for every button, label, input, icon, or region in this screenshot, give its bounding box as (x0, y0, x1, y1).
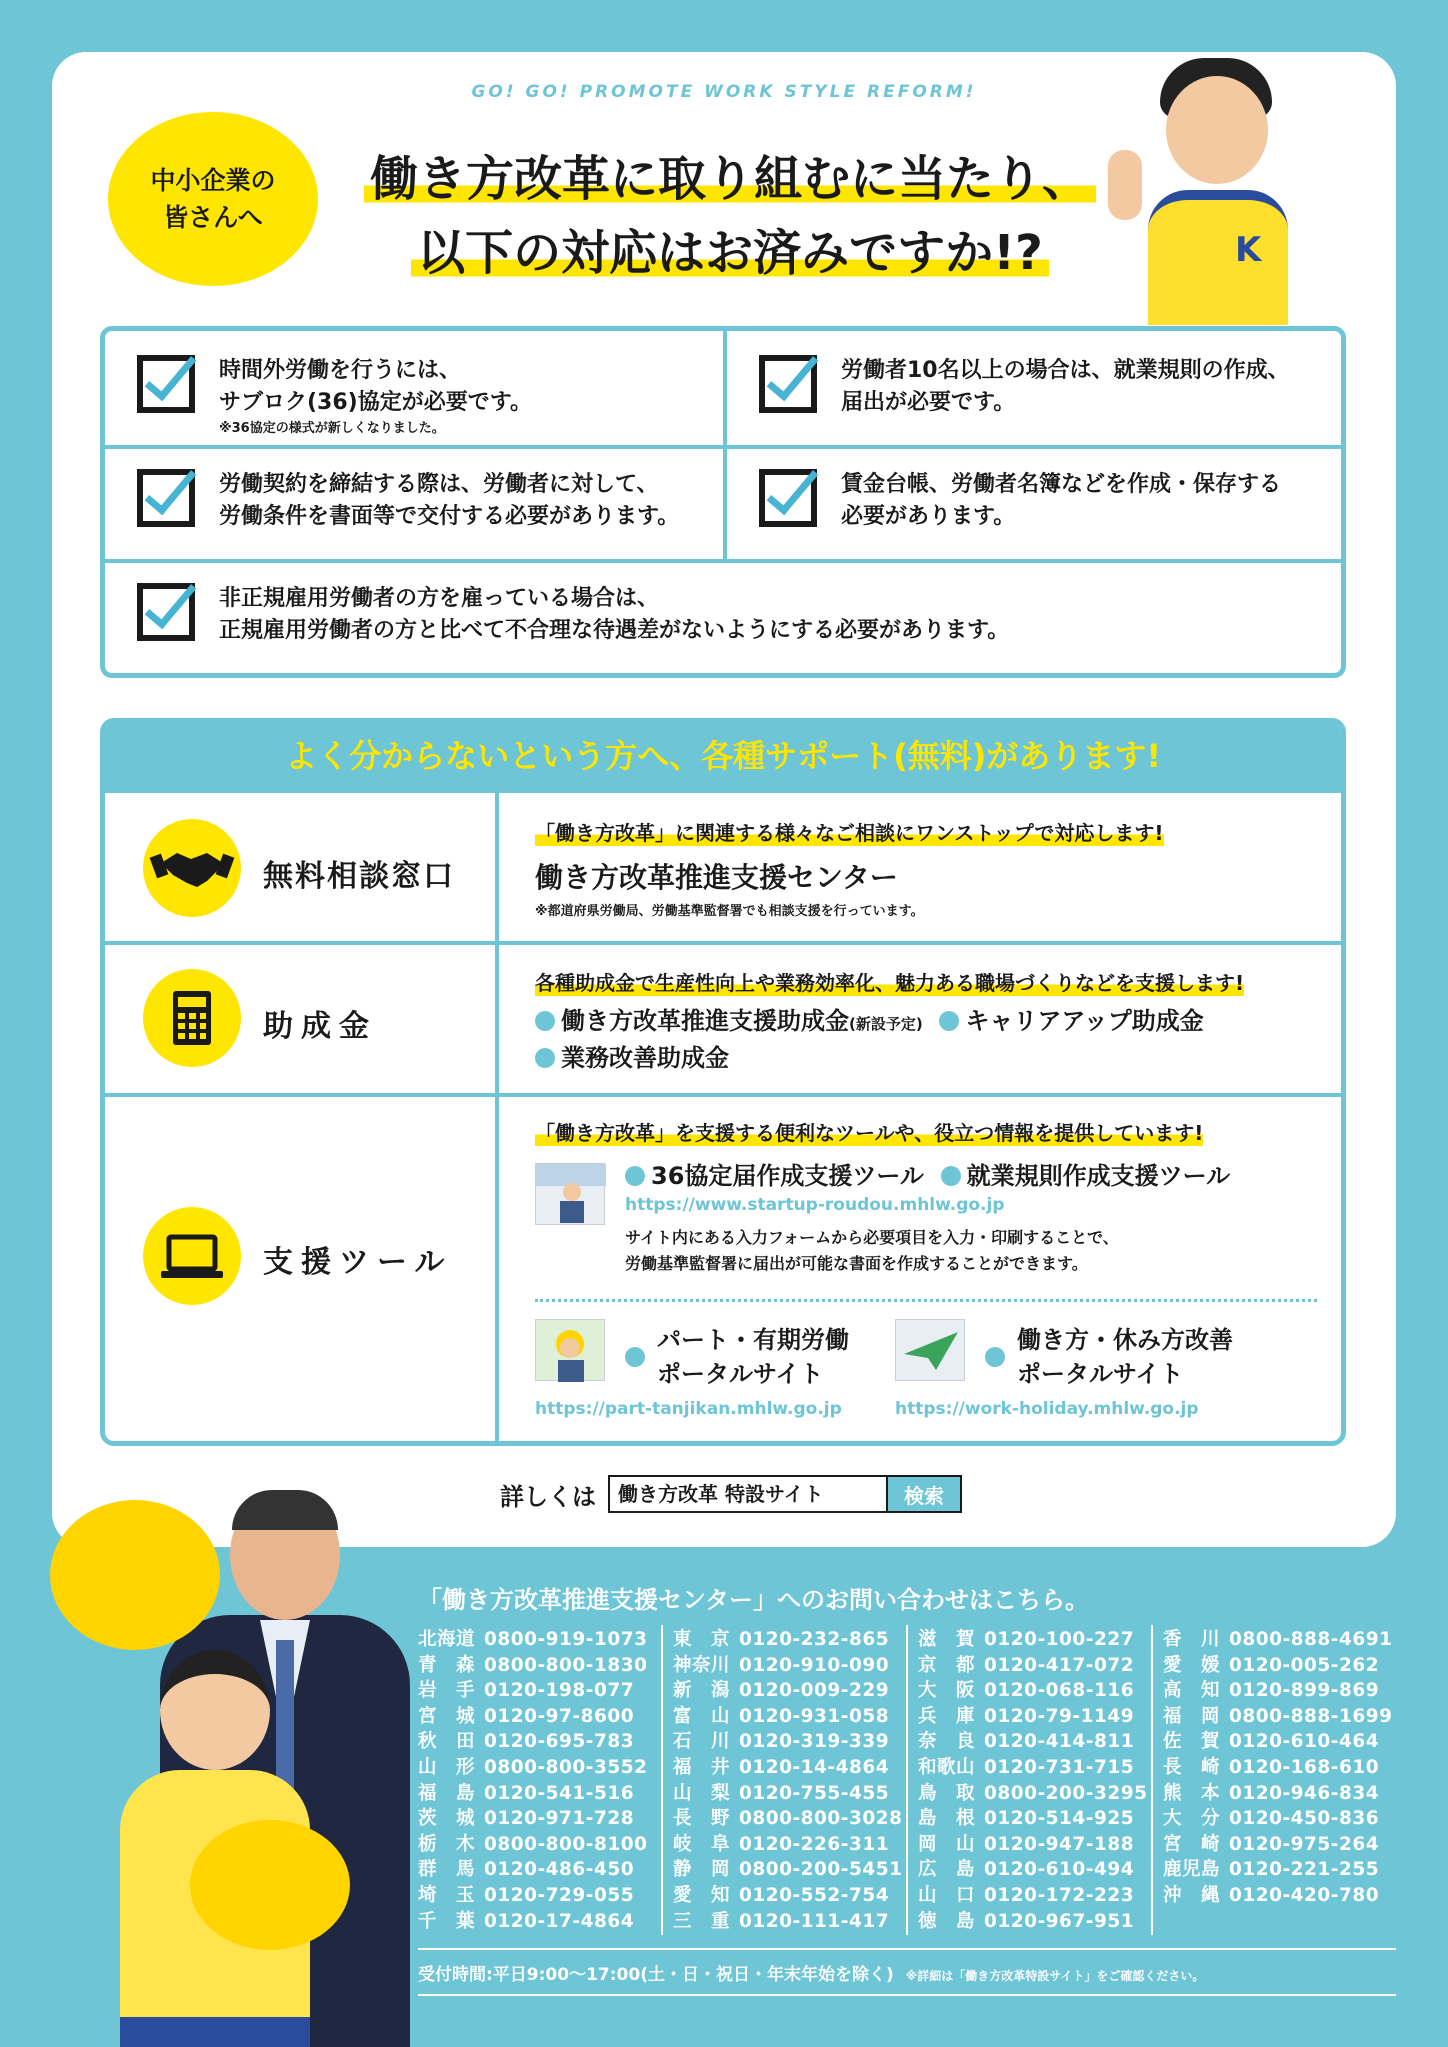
prefecture-name: 静 岡 (673, 1859, 731, 1881)
phone-number: 0120-009-229 (739, 1680, 890, 1702)
prefecture-name: 兵 庫 (918, 1705, 976, 1727)
phone-row (418, 1804, 661, 1830)
phone-number: 0120-946-834 (1229, 1782, 1380, 1804)
checklist-item: 労働契約を締結する際は、労働者に対して、 労働条件を書面等で交付する必要があります。 (137, 469, 679, 533)
phone-row (1163, 1804, 1398, 1830)
phone-row (673, 1855, 906, 1881)
prefecture-name: 埼 玉 (418, 1884, 476, 1906)
search-input[interactable]: 働き方改革 特設サイト (608, 1475, 888, 1513)
prefecture-name: 和歌山 (918, 1756, 976, 1778)
phone-row (918, 1804, 1151, 1830)
grant-item-3: 業務改善助成金 (561, 1044, 729, 1072)
phone-table (418, 1625, 1400, 1935)
grant-lead: 各種助成金で生産性向上や業務効率化、魅力ある職場づくりなどを支援します! (535, 967, 1244, 996)
phone-row (418, 1779, 661, 1805)
phone-row (918, 1881, 1151, 1907)
phone-row (673, 1727, 906, 1753)
phone-row (1163, 1676, 1398, 1702)
bullet-icon (625, 1166, 645, 1186)
grant-item-1-note: (新設予定) (849, 1015, 923, 1033)
prefecture-name: 沖 縄 (1163, 1884, 1221, 1906)
prefecture-name: 福 岡 (1163, 1705, 1221, 1727)
tools-row (105, 1093, 1341, 1446)
cheerleader-photo (50, 1500, 360, 2047)
prefecture-name: 栃 木 (418, 1833, 476, 1855)
tool-rules: 就業規則作成支援ツール (966, 1162, 1231, 1190)
phone-row (673, 1753, 906, 1779)
phone-row (673, 1651, 906, 1677)
phone-row (1163, 1651, 1398, 1677)
phone-number: 0120-79-1149 (984, 1705, 1135, 1727)
phone-number: 0120-111-417 (739, 1910, 890, 1932)
grant-item-1: 働き方改革推進支援助成金 (561, 1007, 849, 1035)
prefecture-name: 北海道 (418, 1629, 476, 1650)
phone-row (418, 1881, 661, 1907)
phone-row (673, 1830, 906, 1856)
headline-line-1: 働き方改革に取り組むに当たり、 (364, 151, 1096, 207)
phone-number: 0800-888-4691 (1229, 1629, 1393, 1650)
phone-number: 0120-168-610 (1229, 1756, 1380, 1778)
phone-number: 0800-888-1699 (1229, 1705, 1393, 1727)
phone-number: 0120-005-262 (1229, 1654, 1380, 1676)
contact-title: 「働き方改革推進支援センター」へのお問い合わせはこちら。 (418, 1586, 1090, 1614)
support-panel (100, 718, 1346, 1446)
prefecture-name: 三 重 (673, 1910, 731, 1932)
phone-column (663, 1625, 908, 1935)
checklist-item: 賃金台帳、労働者名簿などを作成・保存する 必要があります。 (759, 469, 1281, 533)
prefecture-name: 福 井 (673, 1756, 731, 1778)
bullet-icon (535, 1048, 555, 1068)
divider (418, 1948, 1396, 1950)
phone-row (418, 1702, 661, 1728)
phone-number: 0120-232-865 (739, 1629, 890, 1650)
portal1-url-link[interactable]: https://part-tanjikan.mhlw.go.jp (535, 1399, 842, 1419)
tools-label: 支援ツール (263, 1245, 453, 1280)
phone-number: 0120-755-455 (739, 1782, 890, 1804)
prefecture-name: 群 馬 (418, 1859, 476, 1881)
phone-row (1163, 1830, 1398, 1856)
search-label: 詳しくは (500, 1482, 596, 1511)
phone-number: 0120-899-869 (1229, 1680, 1380, 1702)
grant-item-2: キャリアアップ助成金 (965, 1007, 1204, 1035)
bullet-icon (985, 1347, 1005, 1367)
portal2-line-2: ポータルサイト (1017, 1360, 1184, 1388)
phone-number: 0120-729-055 (484, 1884, 635, 1906)
phone-number: 0120-172-223 (984, 1884, 1135, 1906)
phone-number: 0800-800-3552 (484, 1756, 648, 1778)
phone-row (418, 1651, 661, 1677)
prefecture-name: 岩 手 (418, 1680, 476, 1702)
phone-number: 0120-541-516 (484, 1782, 635, 1804)
tool-url-link[interactable]: https://www.startup-roudou.mhlw.go.jp (625, 1195, 1005, 1215)
phone-column (908, 1625, 1153, 1935)
portal1-line-2: ポータルサイト (657, 1360, 824, 1388)
prefecture-name: 千 葉 (418, 1910, 476, 1932)
phone-row (418, 1727, 661, 1753)
phone-number: 0120-17-4864 (484, 1910, 635, 1932)
phone-number: 0120-910-090 (739, 1654, 890, 1676)
grant-label: 助成金 (263, 1009, 377, 1044)
prefecture-name: 青 森 (418, 1654, 476, 1676)
center-name: 働き方改革推進支援センター (535, 861, 898, 894)
phone-row (418, 1625, 661, 1651)
phone-number: 0120-514-925 (984, 1808, 1135, 1830)
checkbox-icon (137, 469, 195, 527)
divider (418, 1994, 1396, 1996)
audience-line-1: 中小企業の (150, 166, 276, 195)
phone-row (918, 1651, 1151, 1677)
headline (330, 142, 1130, 290)
phone-number: 0800-800-3028 (739, 1808, 903, 1830)
prefecture-name: 神奈川 (673, 1654, 731, 1676)
prefecture-name: 愛 知 (673, 1884, 731, 1906)
phone-number: 0120-97-8600 (484, 1705, 635, 1727)
checklist-note: ※36協定の様式が新しくなりました。 (219, 421, 445, 436)
bullet-icon (535, 1011, 555, 1031)
consult-note: ※都道府県労働局、労働基準監督署でも相談支援を行っています。 (535, 904, 924, 919)
checkbox-icon (759, 469, 817, 527)
tool-thumbnail (535, 1163, 605, 1225)
phone-row (418, 1676, 661, 1702)
phone-column (1153, 1625, 1398, 1935)
laptop-icon (143, 1207, 241, 1305)
phone-row (1163, 1727, 1398, 1753)
phone-row (418, 1907, 661, 1933)
phone-number: 0800-200-5451 (739, 1859, 903, 1881)
checkbox-icon (137, 583, 195, 641)
prefecture-name: 岡 山 (918, 1833, 976, 1855)
audience-badge (108, 112, 318, 286)
prefecture-name: 岐 阜 (673, 1833, 731, 1855)
prefecture-name: 香 川 (1163, 1629, 1221, 1650)
phone-row (918, 1753, 1151, 1779)
handshake-icon (143, 819, 241, 917)
prefecture-name: 滋 賀 (918, 1629, 976, 1650)
phone-number: 0120-610-464 (1229, 1731, 1380, 1753)
bullet-icon (941, 1166, 961, 1186)
phone-row (1163, 1779, 1398, 1805)
phone-row (673, 1676, 906, 1702)
prefecture-name: 長 野 (673, 1808, 731, 1830)
checklist-item: 労働者10名以上の場合は、就業規則の作成、 届出が必要です。 (759, 355, 1290, 419)
tagline: GO! GO! PROMOTE WORK STYLE REFORM! (471, 82, 977, 102)
hours-text: 受付時間:平日9:00〜17:00(土・日・祝日・年末年始を除く) (418, 1965, 894, 1985)
prefecture-name: 宮 崎 (1163, 1833, 1221, 1855)
phone-row (918, 1702, 1151, 1728)
phone-number: 0120-967-951 (984, 1910, 1135, 1932)
prefecture-name: 大 分 (1163, 1808, 1221, 1830)
bullet-icon (939, 1011, 959, 1031)
phone-row (918, 1727, 1151, 1753)
phone-number: 0800-200-3295 (984, 1782, 1148, 1804)
phone-row (418, 1830, 661, 1856)
checkbox-icon (759, 355, 817, 413)
phone-row (673, 1702, 906, 1728)
search-button[interactable]: 検索 (888, 1475, 962, 1513)
phone-number: 0120-975-264 (1229, 1833, 1380, 1855)
consult-label: 無料相談窓口 (263, 859, 455, 894)
phone-number: 0800-800-1830 (484, 1654, 648, 1676)
consult-lead: 「働き方改革」に関連する様々なご相談にワンストップで対応します! (535, 817, 1164, 846)
phone-row (673, 1881, 906, 1907)
phone-number: 0120-450-836 (1229, 1808, 1380, 1830)
prefecture-name: 佐 賀 (1163, 1731, 1221, 1753)
reception-hours (418, 1960, 1204, 1985)
phone-row (673, 1625, 906, 1651)
phone-number: 0120-198-077 (484, 1680, 635, 1702)
headline-line-2: 以下の対応はお済みですか!? (411, 225, 1049, 281)
prefecture-name: 福 島 (418, 1782, 476, 1804)
phone-row (418, 1753, 661, 1779)
bullet-icon (625, 1347, 645, 1367)
child-photo: K (1090, 50, 1340, 325)
prefecture-name: 奈 良 (918, 1731, 976, 1753)
grant-row (105, 941, 1341, 1093)
prefecture-name: 宮 城 (418, 1705, 476, 1727)
phone-row (918, 1907, 1151, 1933)
tool-36: 36協定届作成支援ツール (651, 1162, 924, 1190)
checklist-item: 時間外労働を行うには、 サブロク(36)協定が必要です。 ※36協定の様式が新しくなりました。 (137, 355, 532, 439)
prefecture-name: 石 川 (673, 1731, 731, 1753)
phone-row (918, 1779, 1151, 1805)
phone-number: 0120-695-783 (484, 1731, 635, 1753)
phone-number: 0120-610-494 (984, 1859, 1135, 1881)
phone-number: 0800-800-8100 (484, 1833, 648, 1855)
phone-number: 0120-221-255 (1229, 1859, 1380, 1881)
phone-row (1163, 1702, 1398, 1728)
phone-row (918, 1855, 1151, 1881)
prefecture-name: 東 京 (673, 1629, 731, 1650)
calculator-icon (143, 969, 241, 1067)
prefecture-name: 島 根 (918, 1808, 976, 1830)
tools-lead: 「働き方改革」を支援する便利なツールや、役立つ情報を提供しています! (535, 1117, 1203, 1146)
phone-number: 0120-414-811 (984, 1731, 1135, 1753)
prefecture-name: 高 知 (1163, 1680, 1221, 1702)
phone-number: 0120-552-754 (739, 1884, 890, 1906)
portal2-url-link[interactable]: https://work-holiday.mhlw.go.jp (895, 1399, 1199, 1419)
paper-plane-icon (895, 1319, 965, 1381)
prefecture-name: 広 島 (918, 1859, 976, 1881)
phone-row (673, 1907, 906, 1933)
prefecture-name: 山 形 (418, 1756, 476, 1778)
phone-number: 0120-068-116 (984, 1680, 1135, 1702)
prefecture-name: 山 梨 (673, 1782, 731, 1804)
part-portal-thumbnail (535, 1319, 605, 1381)
phone-number: 0120-731-715 (984, 1756, 1135, 1778)
checklist (100, 326, 1346, 678)
prefecture-name: 鳥 取 (918, 1782, 976, 1804)
phone-number: 0120-947-188 (984, 1833, 1135, 1855)
prefecture-name: 徳 島 (918, 1910, 976, 1932)
phone-number: 0120-319-339 (739, 1731, 890, 1753)
prefecture-name: 富 山 (673, 1705, 731, 1727)
phone-number: 0120-931-058 (739, 1705, 890, 1727)
prefecture-name: 茨 城 (418, 1808, 476, 1830)
audience-line-2: 皆さんへ (163, 203, 263, 232)
phone-row (1163, 1753, 1398, 1779)
phone-number: 0120-417-072 (984, 1654, 1135, 1676)
phone-row (918, 1676, 1151, 1702)
phone-row (673, 1779, 906, 1805)
prefecture-name: 山 口 (918, 1884, 976, 1906)
phone-number: 0800-919-1073 (484, 1629, 648, 1650)
phone-number: 0120-226-311 (739, 1833, 890, 1855)
phone-row (918, 1830, 1151, 1856)
consult-row (105, 789, 1341, 941)
prefecture-name: 熊 本 (1163, 1782, 1221, 1804)
phone-row (1163, 1881, 1398, 1907)
phone-row (1163, 1625, 1398, 1651)
phone-number: 0120-14-4864 (739, 1756, 890, 1778)
phone-number: 0120-420-780 (1229, 1884, 1380, 1906)
prefecture-name: 大 阪 (918, 1680, 976, 1702)
prefecture-name: 京 都 (918, 1654, 976, 1676)
prefecture-name: 鹿児島 (1163, 1859, 1221, 1881)
portal1-line-1: パート・有期労働 (657, 1326, 849, 1354)
checklist-item: 非正規雇用労働者の方を雇っている場合は、 正規雇用労働者の方と比べて不合理な待遇差がないようにする必要があります。 (137, 583, 1009, 647)
phone-column (418, 1625, 663, 1935)
hours-note: ※詳細は「働き方改革特設サイト」をご確認ください。 (905, 1969, 1205, 1983)
prefecture-name: 愛 媛 (1163, 1654, 1221, 1676)
phone-row (1163, 1855, 1398, 1881)
prefecture-name: 長 崎 (1163, 1756, 1221, 1778)
phone-number: 0120-971-728 (484, 1808, 635, 1830)
phone-number: 0120-100-227 (984, 1629, 1135, 1650)
prefecture-name: 新 潟 (673, 1680, 731, 1702)
support-heading: よく分からないという方へ、各種サポート(無料)があります! (105, 723, 1341, 789)
tool-description: サイト内にある入力フォームから必要項目を入力・印刷することで、 労働基準監督署に届出が可能な書面を作成することができます。 (625, 1228, 1119, 1273)
phone-number: 0120-486-450 (484, 1859, 635, 1881)
checkbox-icon (137, 355, 195, 413)
phone-row (918, 1625, 1151, 1651)
portal2-line-1: 働き方・休み方改善 (1017, 1326, 1233, 1354)
phone-row (673, 1804, 906, 1830)
phone-row (418, 1855, 661, 1881)
prefecture-name: 秋 田 (418, 1731, 476, 1753)
search-box (500, 1475, 962, 1513)
